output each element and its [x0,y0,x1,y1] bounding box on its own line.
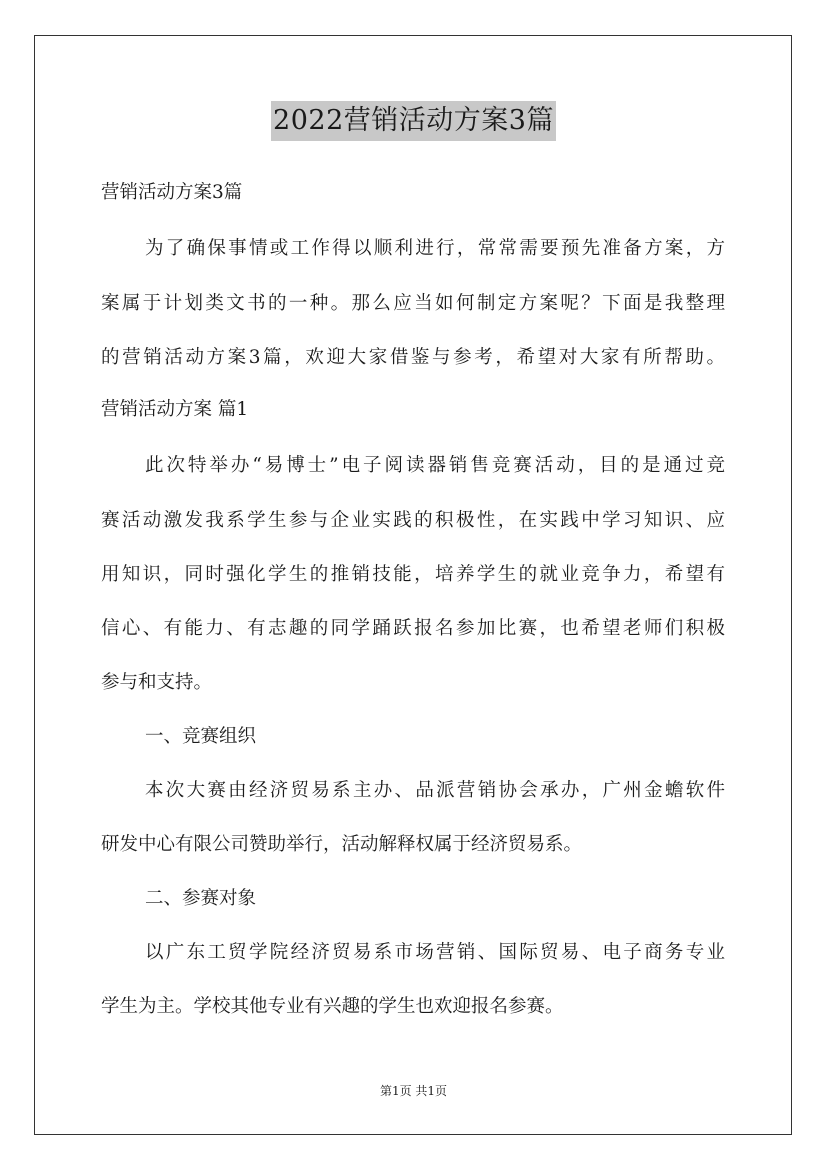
paragraph-line: 学生为主。学校其他专业有兴趣的学生也欢迎报名参赛。 [101,996,564,1017]
paragraph-line: 的营销活动方案3篇，欢迎大家借鉴与参考，希望对大家有所帮助。 [101,347,725,368]
section-heading: 营销活动方案 篇1 [101,399,249,420]
subsection-heading: 一、竞赛组织 [145,726,257,747]
document-title: 2022营销活动方案3篇 [271,101,556,141]
paragraph-line: 此次特举办“易博士”电子阅读器销售竞赛活动，目的是通过竞 [145,455,725,476]
page-number-footer: 第1页 共1页 [379,1084,448,1098]
paragraph-line: 研发中心有限公司赞助举行，活动解释权属于经济贸易系。 [101,834,583,855]
paragraph-line: 参与和支持。 [101,672,213,693]
subsection-heading: 二、参赛对象 [145,888,257,909]
paragraph-line: 以广东工贸学院经济贸易系市场营销、国际贸易、电子商务专业 [145,942,725,963]
paragraph-line: 为了确保事情或工作得以顺利进行，常常需要预先准备方案，方 [145,238,725,259]
paragraph-line: 本次大赛由经济贸易系主办、品派营销协会承办，广州金蟾软件 [145,780,725,801]
section-heading: 营销活动方案3篇 [101,182,243,203]
paragraph-line: 信心、有能力、有志趣的同学踊跃报名参加比赛，也希望老师们积极 [101,618,725,639]
paragraph-line: 案属于计划类文书的一种。那么应当如何制定方案呢？下面是我整理 [101,293,725,314]
title-container [0,101,827,141]
paragraph-line: 用知识，同时强化学生的推销技能，培养学生的就业竞争力，希望有 [101,564,725,585]
paragraph-line: 赛活动激发我系学生参与企业实践的积极性，在实践中学习知识、应 [101,510,725,531]
